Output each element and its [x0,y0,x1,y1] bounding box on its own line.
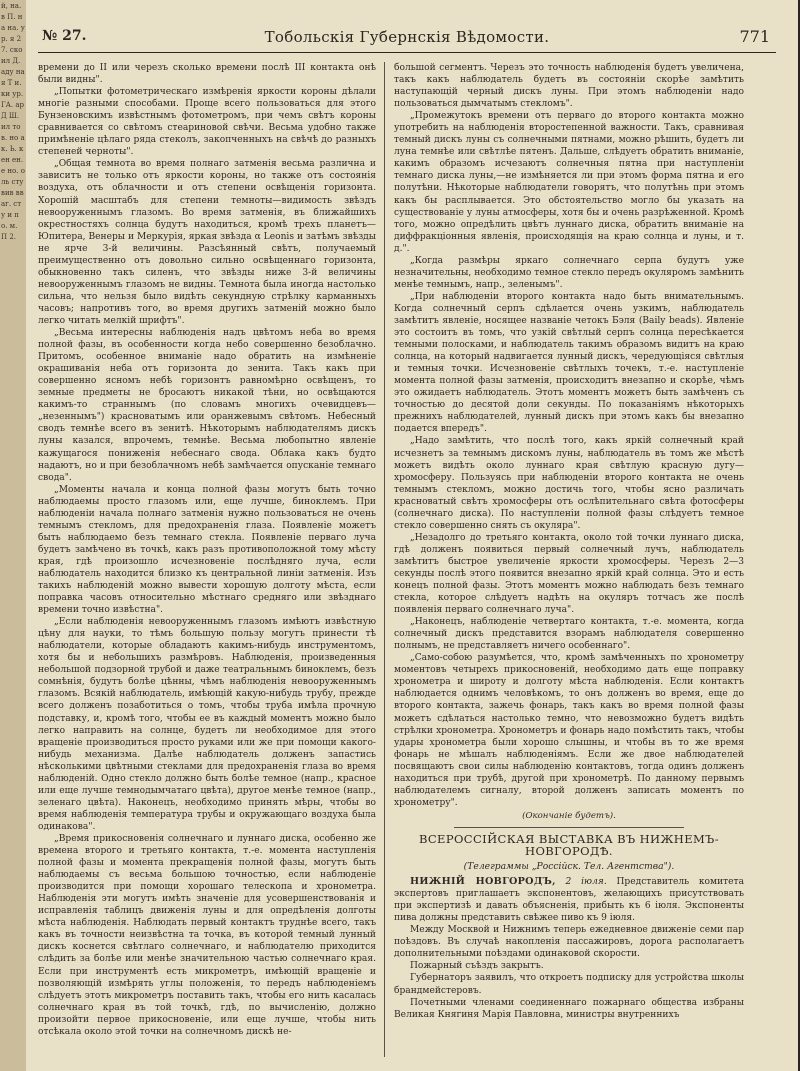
adjacent-page-text: й, на. в П. на на. ур. я 27. ско ил Д. аду на я Т и. ки ур. ГА. ар Д Ш. ил тов. но ак. Ь. кен ен. е но. оль сту вив вв аг. сту и по. м. П 2. [1,2,25,241]
issue-number: № 27. [42,28,87,44]
dateline-text: Представитель комитета экспертовъ приглашаетъ экспонентовъ, желающихъ присутствовать при экспертизѣ и давать объясненiя, прибыть къ 6 iюля. Экспоненты пива должны представить свѣжее пиво къ 9 iюля. [394,877,744,924]
dateline-date: 2 iюля. [565,877,607,888]
right-column [394,62,744,1062]
paragraph: Между Москвой и Нижнимъ теперь ежедневное движенiе семи пар поѣздовъ. Въ случаѣ накопленiя пассажировъ, дорога располагаетъ дополнительными поѣздами одинаковой скорости. [394,925,744,960]
dateline-paragraph [394,876,744,924]
page-number: 771 [739,27,770,46]
telegram-source: (Телеграммы „Россiйск. Тел. Агентства"). [463,861,675,873]
paragraph: Почетными членами соединеннаго пожарнаго общества избраны Великая Княгиня Марiя Павловна, министры внутреннихъ [394,997,744,1020]
paragraph: „Весьма интересны наблюденiя надъ цвѣтомъ неба во время полной фазы, въ особенности когда небо совершенно безоблачно. Притомъ, особенное вниманiе надо обратить на измѣненiе окрашиванiя неба отъ горизонта до зенита. Такъ какъ при совершенно ясномъ небѣ горизонтъ равномѣрно освѣщенъ, то земные предметы не бросаютъ никакой тѣни, но освѣщаются какимъ-то страннымъ (по словамъ многихъ очевидцевъ—„незеннымъ") красноватымъ или оранжевымъ свѣтомъ. Небесный сводъ темнѣе всего въ зенитѣ. Нѣкоторымъ наблюдателямъ дискъ луны казался, впрочемъ, темнѣе. Весьма любопытно явленiе кажущагося пониженiя небеснаго свода. Облака какъ будто надаютъ, но и при безоблачномъ небѣ замѣчается опусканiе темнаго свода". [38,328,376,483]
paragraph: „Когда размѣры яркаго солнечнаго серпа будутъ уже незначительны, необходимо темное стекло передъ окуляромъ замѣнить менѣе темнымъ, напр., зеленымъ". [394,255,744,290]
section-rule [454,827,684,828]
paragraph: „Моменты начала и конца полной фазы могутъ быть точно наблюдаемы просто глазомъ или, еще лучше, биноклемъ. При наблюденiи начала полнаго затменiя нужно пользоваться не очень темнымъ стекломъ, для предохраненiя глаза. Появленiе можетъ быть наблюдаемо безъ темнаго стекла. Появленiе перваго луча будетъ замѣчено въ точкѣ, какъ разъ противоположной тому мѣсту края, гдѣ произошло исчезновенiе послѣдняго луча, если наблюдатель находится близко къ центральной линiи затменiя. Изъ такихъ наблюденiй можно вывести хорошую долготу мѣста, если поправка часовъ относительно мѣстнаго средняго или звѣзднаго времени точно извѣстна". [38,484,376,616]
paragraph: „При наблюденiи второго контакта надо быть внимательнымъ. Когда солнечный серпъ сдѣлается очень узкимъ, наблюдатель замѣтитъ явленiе, носящее названiе четокъ Бэля (Baily beads). Явленiе это состоитъ въ томъ, что узкiй свѣтлый серпъ солнца пересѣкается темными полосками, и наблюдатель такимъ образомъ видитъ на краю солнца, на который надвигается лунный дискъ, чередующiяся свѣтлыя и темныя точки. Исчезновенiе свѣтлыхъ точекъ, т.-е. наступленiе момента полной фазы затменiя, происходитъ внезапно и скорѣе, чѣмъ это ожидаетъ наблюдатель. Этотъ моментъ можетъ быть замѣченъ съ точностью до десятой доли секунды. По показанiямъ нѣкоторыхъ прежнихъ наблюдателей, лунный дискъ при этомъ какъ бы внезапно подается впередъ". [394,291,744,435]
page-header [38,18,776,53]
paragraph: времени до II или черезъ сколько времени послѣ III контакта онѣ были видны". [38,63,376,86]
paragraph: Пожарный съѣздъ закрытъ. [410,961,544,972]
dateline-place: НИЖНIЙ НОВГОРОДЪ, [410,876,556,888]
paragraph: „Время прикосновенiя солнечнаго и луннаго диска, особенно же времена второго и третьяго контакта, т.-е. момента наступленiя полной фазы и момента прекращенiя полной фазы, могутъ быть наблюдаемы съ весьма большою точностью, если наблюденiе производится при помощи хорошаго телескопа и хронометра. Наблюденiя эти могутъ имѣть значенiе для усовершенствованiя и исправленiя таблицъ движенiя луны и для опредѣленiя долготы мѣста наблюденiя. Наблюдать первый контактъ труднѣе всего, такъ какъ въ точности неизвѣстна та точка, въ которой темный лунный дискъ коснется свѣтлаго солнечнаго, и наблюдателю приходится слѣдить за болѣе или менѣе значительною частью солнечнаго края. Если при инструментѣ есть микрометръ, имѣющiй вращенiе и позволяющiй измѣрять углы положенiя, то передъ наблюденiемъ слѣдуетъ этотъ микрометръ поставить такъ, чтобы его нить касалась солнечнаго края въ той точкѣ, гдѣ, по вычисленiю, должно произойти первое прикосновенiе, или еще лучше, чтобы нить отсѣкала около этой точки на солнечномъ дискѣ не- [38,834,376,1037]
paragraph: „Если наблюденiя невооруженнымъ глазомъ имѣютъ извѣстную цѣну для науки, то тѣмъ большую пользу могутъ принести тѣ наблюдатели, которые обладаютъ какимъ-нибудь инструментомъ, хотя бы и небольшихъ размѣровъ. Наблюденiя, произведенныя небольшой подзорной трубой и даже театральнымъ биноклемъ, безъ сомнѣнiя, будутъ болѣе цѣнны, чѣмъ наблюденiя невооруженнымъ глазомъ. Всякiй наблюдатель, имѣющiй какую-нибудь трубу, прежде всего долженъ позаботиться о томъ, чтобы труба имѣла прочную подставку, и, кромѣ того, чтобы ее въ каждый моментъ можно было легко направить на солнце, будетъ ли необходимое для этого вращенiе производиться просто руками или же при помощи какого-нибудь механизма. Далѣе наблюдатель долженъ запастись нѣсколькими цвѣтными стеклами для предохраненiя глаза во время наблюденiй. Одно стекло должно быть болѣе темное (напр., красное или еще лучше темнодымчатаго цвѣта), другое менѣе темное (напр., зеленаго цвѣта). Наконецъ, необходимо принять мѣры, чтобы во время наблюденiя температура трубы и окружающаго воздуха была одинакова". [38,617,376,832]
left-column [38,62,376,1062]
newspaper-title: Тобольскiя Губернскiя Вѣдомости. [264,28,550,46]
paragraph: „Наконецъ, наблюденiе четвертаго контакта, т.-е. момента, когда солнечный дискъ представится взорамъ наблюдателя совершенно полнымъ, не представляетъ ничего особеннаго". [394,617,744,652]
newspaper-page [26,0,798,1071]
paragraph: „Общая темнота во время полнаго затменiя весьма различна и зависитъ не только отъ яркости короны, но также отъ состоянiя воздуха, отъ облачности и отъ степени освѣщенiя горизонта. Хорошiй масштабъ для степени темноты—видимость звѣздъ невооруженнымъ глазомъ. Во время затменiя, въ ближайшихъ окрестностяхъ солнца будутъ находиться, кромѣ трехъ планетъ—Юпитера, Венеры и Меркурiя, яркая звѣзда α Leonis и затѣмъ звѣзды не ярче 3-й величины. Разсѣянный свѣтъ, получаемый преимущественно отъ довольно сильно освѣщеннаго горизонта, обыкновенно такъ силенъ, что звѣзды ниже 3-й величины невооруженнымъ глазомъ не видны. Темнота была иногда настолько сильна, что нельзя было видѣть секундную стрѣлку карманныхъ часовъ; напротивъ того, во время другихъ затменiй можно было легко читать мелкiй шрифтъ". [38,159,376,326]
paragraph: „Незадолго до третьяго контакта, около той точки луннаго диска, гдѣ долженъ появиться первый солнечный лучъ, наблюдатель замѣтитъ быстрое увеличенiе яркости хромосферы. Черезъ 2—3 секунды послѣ этого появится внезапно яркiй край солнца. Это и есть конецъ полной фазы. Этотъ моментъ можно наблюдать безъ темнаго стекла, которое слѣдуетъ надѣть на окуляръ тотчасъ же послѣ появленiя перваго солнечнаго луча". [394,532,744,616]
paragraph: „Попытки фотометрическаго измѣренiя яркости короны дѣлали многiе разными способами. Проще всего пользоваться для этого Бунзеновскимъ извѣстнымъ фотометромъ, при чемъ свѣтъ короны сравнивается со свѣтомъ стеариновой свѣчи. Весьма удобно также примѣненiе цѣлаго ряда стеколъ, закопченныхъ на свѣчѣ до разныхъ степеней черноты". [38,87,376,158]
paragraph: „Само-собою разумѣется, что, кромѣ замѣченныхъ по хронометру моментовъ четырехъ прикосновенiй, необходимо дать еще поправку хронометра и широту и долготу мѣста наблюденiя. Если контактъ наблюдается однимъ человѣкомъ, то онъ долженъ во время, еще до второго контакта, зажечь фонарь, такъ какъ во время полной фазы можетъ сдѣлаться настолько темно, что невозможно будетъ видѣть стрѣлки хронометра. Хронометръ и фонарь надо помѣстить такъ, чтобы удары хронометра были хорошо слышны, и чтобы въ то же время фонарь не мѣшалъ наблюденiямъ. Если же двое наблюдателей посвящаютъ свои силы наблюденiю контактовъ, тогда одинъ долженъ находиться при трубѣ, другой при хронометрѣ. По данному первымъ наблюдателемъ сигналу, второй долженъ записать моментъ по хронометру". [394,653,744,808]
paragraph: Губернаторъ заявилъ, что откроетъ подписку для устройства школы брандмейстеровъ. [394,973,744,996]
adjacent-page-edge [0,0,27,1071]
paragraph: „Промежутокъ времени отъ перваго до второго контакта можно употребить на наблюденiя второстепенной важности. Такъ, сравнивая темный дискъ луны съ солнечными пятнами, можно рѣшить, будетъ ли луна темнѣе или свѣтлѣе пятенъ. Дальше, слѣдуетъ обратить вниманiе, какимъ образомъ исчезаютъ солнечныя пятна при наступленiи темнаго диска луны,—не измѣняется ли при этомъ форма пятна и его полутѣни. Нѣкоторые наблюдатели говорятъ, что полутѣнь при этомъ какъ бы расплывается. Это обстоятельство могло бы указать на существованiе у луны атмосферы, хотя бы и очень разрѣженной. Кромѣ того, можно опредѣлить цвѣтъ луннаго диска, обратить вниманiе на диффракцiонныя явленiя, происходящiя на краю солнца и луны, и т. д.". [394,111,744,254]
section-title: ВСЕРОССIЙСКАЯ ВЫСТАВКА ВЪ НИЖНЕМЪ-НОВГОРОДѢ. [418,831,720,858]
column-divider [384,62,385,1057]
continuation-note: (Окончанiе будетъ). [522,810,616,821]
paragraph: „Надо замѣтить, что послѣ того, какъ яркiй солнечный край исчезнетъ за темнымъ дискомъ луны, наблюдатель въ томъ же мѣстѣ можетъ видѣть около луннаго края свѣтлую красную дугу—хромосферу. Пользуясь при наблюденiи второго контакта не очень темнымъ стекломъ, можно достичь того, чтобы ясно различать красноватый свѣтъ хромосферы отъ ослѣпительнаго свѣта фотосферы (солнечнаго диска). По наступленiи полной фазы слѣдуетъ темное стекло совершенно снять съ окуляра". [394,436,744,531]
paragraph: большой сегментъ. Черезъ это точность наблюденiя будетъ увеличена, такъ какъ наблюдатель будетъ въ состоянiи скорѣе замѣтить наступающiй черный дискъ луны. При этомъ наблюденiи надо пользоваться дымчатымъ стекломъ". [394,63,744,110]
